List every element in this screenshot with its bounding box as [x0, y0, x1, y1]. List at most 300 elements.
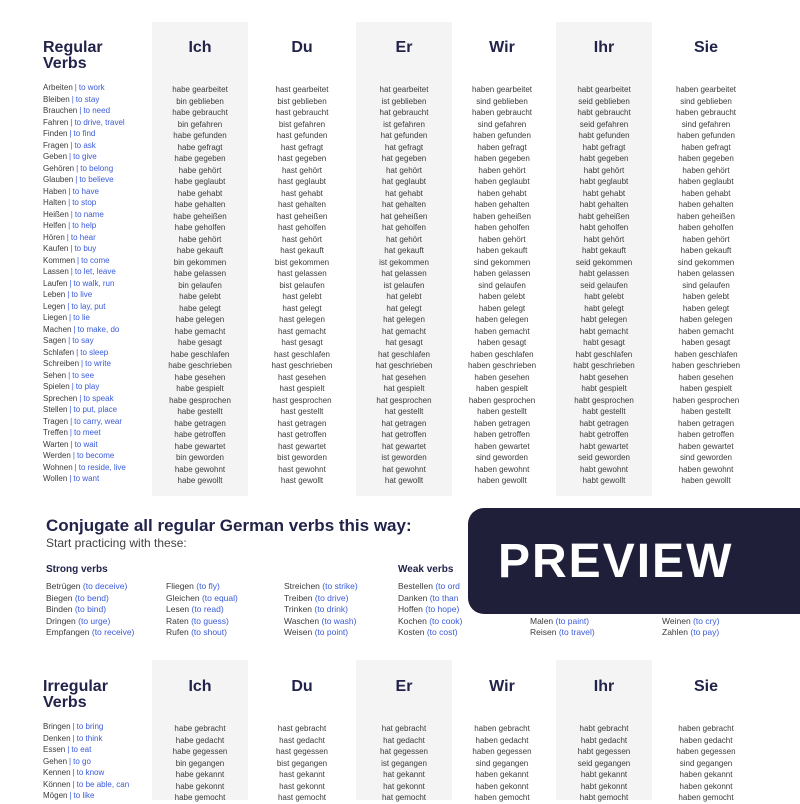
conjugation-cell: hat gemacht	[381, 326, 427, 336]
practice-verb-english: (to drive)	[314, 592, 349, 603]
conjugation-cell: haben gebracht	[474, 724, 530, 733]
practice-verb	[284, 604, 358, 616]
conjugation-cell: haben gesehen	[678, 372, 734, 382]
conjugation-cell: ist geblieben	[381, 96, 427, 106]
conjugation-column-sie	[658, 37, 754, 487]
verb-german: Essen	[43, 745, 66, 754]
conjugation-column-du	[254, 37, 350, 487]
conjugation-cell: habt getroffen	[579, 430, 629, 439]
verb-infinitive-row	[43, 301, 151, 313]
verb-english: to see	[72, 370, 95, 380]
conjugation-cell: seid gegangen	[577, 758, 631, 768]
conjugation-cell: hat geglaubt	[381, 177, 427, 186]
conjugation-cell: hat geholfen	[381, 223, 427, 232]
pronoun-header: Wir	[489, 678, 515, 695]
conjugation-cell: haben gemocht	[678, 793, 734, 802]
conjugation-cell: haben gekannt	[679, 770, 733, 779]
conjugation-cell: haben gegeben	[474, 154, 530, 163]
conjugation-cell: haben gefragt	[477, 142, 527, 152]
practice-verb-english: (to hope)	[425, 604, 460, 614]
separator: |	[67, 290, 70, 299]
conjugation-cell: hast gekannt	[279, 770, 325, 779]
conjugation-column-er	[356, 37, 452, 487]
conjugation-cell: haben gemacht	[474, 326, 530, 336]
verb-english: to belong	[80, 163, 114, 173]
conjugation-cell: habt gespielt	[581, 384, 627, 393]
practice-verb	[284, 581, 358, 593]
conjugation-cell: ist geworden	[381, 453, 427, 462]
conjugation-cell: hast gefragt	[280, 142, 324, 152]
verb-german: Arbeiten	[43, 83, 73, 92]
pronoun-header: Ihr	[593, 39, 615, 56]
verb-infinitive-row	[43, 721, 151, 733]
separator: |	[70, 439, 73, 449]
conjugation-cell: haben getragen	[473, 418, 531, 428]
conjugation-cell: haben gearbeitet	[471, 85, 533, 94]
practice-verb	[398, 627, 462, 639]
conjugation-cell: haben gestellt	[477, 407, 527, 416]
separator: |	[70, 267, 73, 276]
conjugation-cell: hast gelebt	[282, 292, 322, 301]
verb-german: Liegen	[43, 313, 68, 322]
verb-english: to stop	[72, 198, 97, 207]
verb-english: to sleep	[80, 347, 109, 357]
practice-verb	[46, 604, 134, 616]
conjugation-cell: habt gewartet	[579, 441, 629, 451]
conjugation-cell: haben gefunden	[473, 131, 531, 140]
verb-english: to bring	[76, 722, 104, 731]
conjugation-cell: hast gesagt	[281, 338, 323, 347]
conjugation-cell: hat gestellt	[384, 407, 424, 416]
conjugation-cell: hat gegeben	[381, 154, 427, 163]
verb-english: to meet	[73, 428, 101, 437]
practice-verb	[284, 593, 358, 605]
conjugation-cell: habe gemocht	[174, 793, 226, 802]
verb-infinitive-row	[43, 174, 151, 186]
conjugation-cell: habt gefunden	[578, 131, 630, 140]
practice-verb	[284, 627, 358, 639]
verb-infinitive-row	[43, 220, 151, 232]
conjugation-cell: habe geholfen	[174, 223, 226, 232]
verb-english: to say	[72, 336, 94, 345]
conjugation-column-ich	[152, 37, 248, 487]
conjugation-cell: habe gemacht	[174, 326, 226, 336]
verb-english: to eat	[71, 745, 92, 754]
conjugation-cell: haben gehört	[478, 234, 526, 244]
conjugation-cell: haben gekauft	[680, 246, 732, 255]
conjugation-cell: bist gegangen	[276, 758, 328, 768]
conjugation-cell: hast gesehen	[277, 372, 327, 382]
practice-column	[46, 581, 134, 639]
conjugation-cell: bist geworden	[277, 453, 327, 462]
verb-english: to be able, can	[76, 779, 130, 789]
conjugation-cell: hast gearbeitet	[275, 85, 329, 94]
practice-verb-german: Rufen	[166, 627, 189, 637]
separator: |	[68, 336, 71, 345]
practice-verb	[398, 604, 462, 616]
conjugation-cell: habt gesehen	[579, 372, 629, 382]
conjugation-cell: habt gelebt	[584, 292, 624, 301]
separator: |	[74, 462, 77, 472]
conjugation-cell: haben gespielt	[679, 384, 733, 393]
conjugation-cell: sind gefahren	[681, 119, 731, 129]
conjugation-cell: bist gelaufen	[279, 280, 325, 290]
verb-english: to have	[72, 186, 99, 196]
practice-verb-german: Bestellen	[398, 581, 433, 591]
conjugation-cell: habe getroffen	[174, 430, 226, 439]
practice-verb-english: (to shout)	[191, 627, 227, 637]
conjugation-cell: habe gefunden	[173, 131, 227, 140]
practice-verb-english: (to deceive)	[82, 581, 128, 591]
verb-german: Schreiben	[43, 359, 80, 368]
conjugation-cell: habt gesprochen	[574, 395, 634, 405]
conjugation-cell: habe gesagt	[177, 338, 223, 347]
practice-verb-german: Streichen	[284, 581, 320, 591]
separator: |	[68, 186, 71, 196]
practice-verb-german: Betrügen	[46, 581, 81, 591]
verb-infinitive-row	[43, 358, 151, 370]
conjugation-cell: habt gesagt	[583, 338, 625, 347]
conjugation-cell: hast gebraucht	[275, 108, 329, 117]
practice-verb	[530, 627, 595, 639]
conjugation-cell: haben gelegt	[682, 303, 730, 313]
pronoun-header: Sie	[693, 39, 718, 56]
verb-english: to come	[81, 255, 110, 265]
conjugation-cell: hast geschlafen	[273, 349, 331, 359]
verb-german: Sagen	[43, 336, 67, 345]
conjugation-cell: habt geheißen	[578, 211, 630, 221]
pronoun-header: Du	[291, 678, 313, 695]
conjugation-cell: haben gelebt	[682, 292, 730, 301]
conjugation-cell: haben gemocht	[474, 793, 530, 802]
conjugation-cell: sind geblieben	[476, 96, 528, 106]
conjugation-cell: hast getragen	[277, 418, 327, 428]
conjugation-cell: hast gekauft	[280, 246, 324, 255]
practice-column	[284, 581, 358, 639]
conjugation-cell: habt gebracht	[579, 724, 629, 733]
practice-verb	[398, 581, 462, 593]
conjugation-cell: hast getroffen	[277, 430, 327, 439]
practice-verb-german: Reisen	[530, 627, 557, 637]
regular-title-line1: Regular	[43, 39, 103, 56]
conjugation-cell: haben gekonnt	[679, 781, 733, 791]
verb-german: Warten	[43, 439, 69, 449]
practice-verb-german: Empfangen	[46, 627, 90, 637]
practice-verb-german: Weinen	[662, 615, 691, 626]
verb-infinitive-row	[43, 128, 151, 140]
verb-english: to believe	[79, 175, 114, 184]
verb-german: Fragen	[43, 140, 69, 150]
practice-verb-english: (to receive)	[91, 627, 135, 637]
conjugation-cell: haben geheißen	[677, 211, 735, 221]
conjugation-cell: haben geholfen	[474, 223, 530, 232]
separator: |	[70, 416, 73, 426]
conjugation-cell: habe gesehen	[174, 372, 226, 382]
conjugation-cell: haben gebraucht	[471, 108, 533, 117]
verb-german: Mögen	[43, 791, 68, 800]
conjugation-cell: haben gelassen	[473, 269, 531, 278]
verb-english: to find	[73, 129, 96, 138]
conjugation-cell: sind gelaufen	[682, 280, 730, 290]
conjugation-cell: hast gewollt	[280, 476, 324, 485]
conjugation-cell: habe gegeben	[174, 154, 226, 163]
verb-german: Helfen	[43, 221, 67, 230]
practice-verb-english: (to bend)	[74, 592, 109, 603]
conjugation-cell: hast gehabt	[281, 188, 323, 198]
practice-verb-english: (to wash)	[321, 615, 357, 626]
verb-english: to become	[76, 451, 115, 460]
practice-verb-english: (to equal)	[201, 592, 238, 603]
verb-infinitive-row	[43, 393, 151, 405]
verb-english: to live	[71, 290, 93, 299]
verb-infinitive-row	[43, 370, 151, 382]
conjugation-cell: ist gegangen	[381, 758, 427, 768]
separator: |	[72, 451, 75, 460]
practice-verb-english: (to bind)	[74, 604, 107, 614]
conjugation-cell: hast gelegen	[279, 315, 325, 324]
conjugation-cell: sind gekommen	[677, 257, 735, 267]
verb-infinitive-row	[43, 312, 151, 324]
conjugation-cell: haben getroffen	[474, 430, 530, 439]
verb-german: Bringen	[43, 722, 71, 731]
conjugation-cell: sind geworden	[475, 453, 529, 462]
conjugation-cell: ist gefahren	[383, 119, 425, 129]
conjugation-cell: hast gegessen	[275, 747, 329, 756]
separator: |	[73, 324, 76, 334]
pronoun-header: Wir	[489, 39, 515, 56]
strong-verbs-label: Strong verbs	[46, 564, 108, 575]
verb-english: to ask	[74, 140, 96, 150]
conjugation-cell: habt gelassen	[579, 269, 629, 278]
conjugation-cell: habe geglaubt	[174, 177, 226, 186]
practice-verb-english: (to cost)	[426, 627, 458, 637]
conjugation-cell: hat gebraucht	[379, 108, 429, 117]
separator: |	[72, 779, 75, 789]
practice-verb-english: (to ord	[435, 581, 460, 591]
conjugation-cell: habe gewollt	[177, 476, 223, 485]
conjugation-cell: hat gesagt	[385, 338, 423, 347]
separator: |	[75, 175, 78, 184]
verb-german: Tragen	[43, 416, 69, 426]
verb-english: to want	[73, 474, 100, 483]
conjugation-cell: habe gewartet	[174, 441, 226, 451]
separator: |	[69, 791, 72, 800]
conjugation-cell: hast gehört	[281, 165, 323, 175]
separator: |	[69, 405, 72, 414]
practice-verb-german: Fliegen	[166, 581, 194, 591]
conjugation-cell: haben geglaubt	[678, 177, 734, 186]
practice-verb	[166, 593, 238, 605]
conjugation-column-ihr	[556, 676, 652, 804]
conjugation-cell: hat gesprochen	[376, 395, 432, 405]
conjugation-cell: hat gemocht	[381, 793, 427, 802]
verb-infinitive-row	[43, 767, 151, 779]
verb-infinitive-row	[43, 163, 151, 175]
practice-verb	[398, 616, 462, 628]
conjugation-cell: haben geschlafen	[674, 349, 738, 359]
conjugation-cell: habe gelebt	[179, 292, 221, 301]
conjugation-cell: hast gewartet	[277, 441, 327, 451]
pronoun-header: Du	[291, 39, 313, 56]
conjugation-cell: haben gefragt	[681, 142, 731, 152]
practice-verb-english: (to urge)	[78, 615, 111, 626]
conjugation-cell: hast gelassen	[277, 269, 327, 278]
verb-german: Kennen	[43, 768, 71, 777]
conjugation-cell: habt geschrieben	[573, 361, 635, 370]
regular-title-line2: Verbs	[43, 55, 87, 72]
verb-german: Kaufen	[43, 244, 69, 253]
verb-english: to think	[76, 733, 103, 743]
conjugation-cell: habt gekannt	[580, 770, 628, 779]
conjugation-cell: hast gehört	[281, 234, 323, 244]
verb-german: Hören	[43, 232, 65, 242]
conjugation-cell: hast geglaubt	[277, 177, 327, 186]
practice-verb	[166, 627, 238, 639]
conjugation-cell: habt geholfen	[579, 223, 629, 232]
verb-infinitive-row	[43, 105, 151, 117]
verb-english: to lie	[73, 313, 91, 322]
conjugation-cell: haben geschlafen	[470, 349, 534, 359]
verb-german: Stellen	[43, 405, 68, 414]
conjugation-cell: sind gelaufen	[478, 280, 526, 290]
verb-german: Laufen	[43, 278, 68, 288]
irregular-verb-column	[43, 679, 151, 802]
separator: |	[74, 83, 77, 92]
conjugation-cell: haben gehört	[478, 165, 526, 175]
verb-german: Gehen	[43, 756, 68, 766]
practice-verb-english: (to paint)	[555, 615, 590, 626]
verb-infinitive-row	[43, 324, 151, 336]
verb-infinitive-row	[43, 744, 151, 756]
separator: |	[70, 209, 73, 219]
separator: |	[69, 313, 72, 322]
conjugation-cell: bin geworden	[175, 453, 225, 462]
conjugation-cell: hat gegessen	[379, 747, 429, 756]
conjugation-cell: habt getragen	[579, 418, 629, 428]
verb-english: to make, do	[77, 324, 120, 334]
practice-verb	[398, 593, 462, 605]
conjugation-cell: haben gekannt	[475, 770, 529, 779]
practice-verb-english: (to travel)	[558, 627, 595, 637]
separator: |	[68, 221, 71, 230]
practice-verb	[166, 581, 238, 593]
verb-infinitive-row	[43, 335, 151, 347]
separator: |	[79, 106, 82, 115]
separator: |	[69, 756, 72, 766]
practice-verb-german: Binden	[46, 604, 73, 614]
pronoun-header: Ich	[188, 39, 212, 56]
conjugation-cell: habt gebraucht	[577, 108, 631, 117]
conjugation-cell: habe gekannt	[175, 770, 225, 779]
separator: |	[68, 370, 71, 380]
verb-german: Glauben	[43, 175, 74, 184]
conjugation-cell: bin gelaufen	[178, 280, 222, 290]
verb-english: to give	[73, 152, 97, 161]
conjugation-cell: habe getragen	[174, 418, 226, 428]
conjugation-cell: seid gefahren	[579, 119, 629, 129]
conjugation-cell: hat gelebt	[386, 292, 422, 301]
conjugation-column-du	[254, 676, 350, 804]
separator: |	[66, 232, 69, 242]
verb-english: to know	[76, 768, 105, 777]
conjugation-cell: hast gehalten	[277, 200, 327, 209]
verb-english: to write	[85, 359, 111, 368]
verb-infinitive-row	[43, 278, 151, 290]
verb-english: to buy	[74, 244, 97, 253]
conjugation-cell: haben gelegen	[475, 315, 529, 324]
conjugation-cell: hat gedacht	[383, 735, 425, 745]
conjugation-cell: habt gelegen	[580, 315, 628, 324]
conjugation-cell: hast gestellt	[280, 407, 324, 416]
conjugation-cell: habe geschrieben	[168, 361, 232, 370]
conjugation-cell: haben gearbeitet	[675, 85, 737, 94]
practice-verb	[530, 616, 595, 628]
conjugation-cell: hat gehalten	[381, 200, 427, 209]
conjugation-column-ihr	[556, 37, 652, 487]
conjugation-cell: haben gesprochen	[468, 395, 536, 405]
conjugation-column-ich	[152, 676, 248, 804]
conjugation-cell: sind gekommen	[473, 257, 531, 267]
conjugation-cell: habt gearbeitet	[577, 85, 631, 94]
conjugation-cell: habt gekonnt	[580, 781, 628, 791]
conjugation-cell: hast geholfen	[277, 223, 327, 232]
conjugation-cell: bist gekommen	[274, 257, 330, 267]
conjugation-cell: haben gelassen	[677, 269, 735, 278]
separator: |	[77, 255, 80, 265]
verb-german: Legen	[43, 301, 66, 311]
practice-verb	[166, 616, 238, 628]
verb-german: Halten	[43, 198, 67, 207]
verb-infinitive-row	[43, 197, 151, 209]
conjugation-cell: habe gelassen	[173, 269, 227, 278]
conjugation-cell: hast gefunden	[276, 131, 328, 140]
pronoun-header: Ihr	[593, 678, 615, 695]
separator: |	[70, 140, 73, 150]
verb-infinitive-row	[43, 255, 151, 267]
verb-english: to play	[75, 382, 100, 391]
conjugation-cell: bin geblieben	[176, 96, 224, 106]
conjugation-cell: haben gebracht	[678, 724, 734, 733]
conjugation-cell: habe gebraucht	[172, 108, 228, 117]
verb-english: to name	[74, 209, 104, 219]
verb-english: to put, place	[73, 405, 118, 414]
practice-verb-english: (to guess)	[191, 615, 229, 626]
conjugation-cell: haben gesagt	[477, 338, 527, 347]
verb-infinitive-row	[43, 266, 151, 278]
verb-german: Werden	[43, 451, 71, 460]
conjugation-cell: bist geblieben	[277, 96, 327, 106]
conjugation-cell: hat gelassen	[381, 269, 427, 278]
verb-german: Schlafen	[43, 347, 75, 357]
verb-german: Brauchen	[43, 106, 78, 115]
conjugation-cell: habe gedacht	[175, 735, 225, 745]
conjugation-cell: hast geschrieben	[271, 361, 333, 370]
practice-verb-german: Waschen	[284, 615, 320, 626]
weak-verbs-label: Weak verbs	[398, 564, 454, 575]
practice-verb-english: (to strike)	[322, 581, 358, 591]
conjugation-cell: habe gebracht	[174, 724, 226, 733]
separator: |	[76, 163, 79, 173]
conjugation-cell: habt geschlafen	[575, 349, 633, 359]
conjugation-cell: habe gehört	[178, 234, 222, 244]
conjugation-cell: haben geschrieben	[671, 361, 741, 370]
conjugation-cell: ist gekommen	[379, 257, 429, 267]
verb-infinitive-row	[43, 779, 151, 791]
regular-verb-list	[43, 82, 151, 485]
separator: |	[79, 393, 82, 403]
practice-verb-english: (to cry)	[693, 615, 720, 626]
conjugation-cell: habt gewollt	[582, 476, 626, 485]
